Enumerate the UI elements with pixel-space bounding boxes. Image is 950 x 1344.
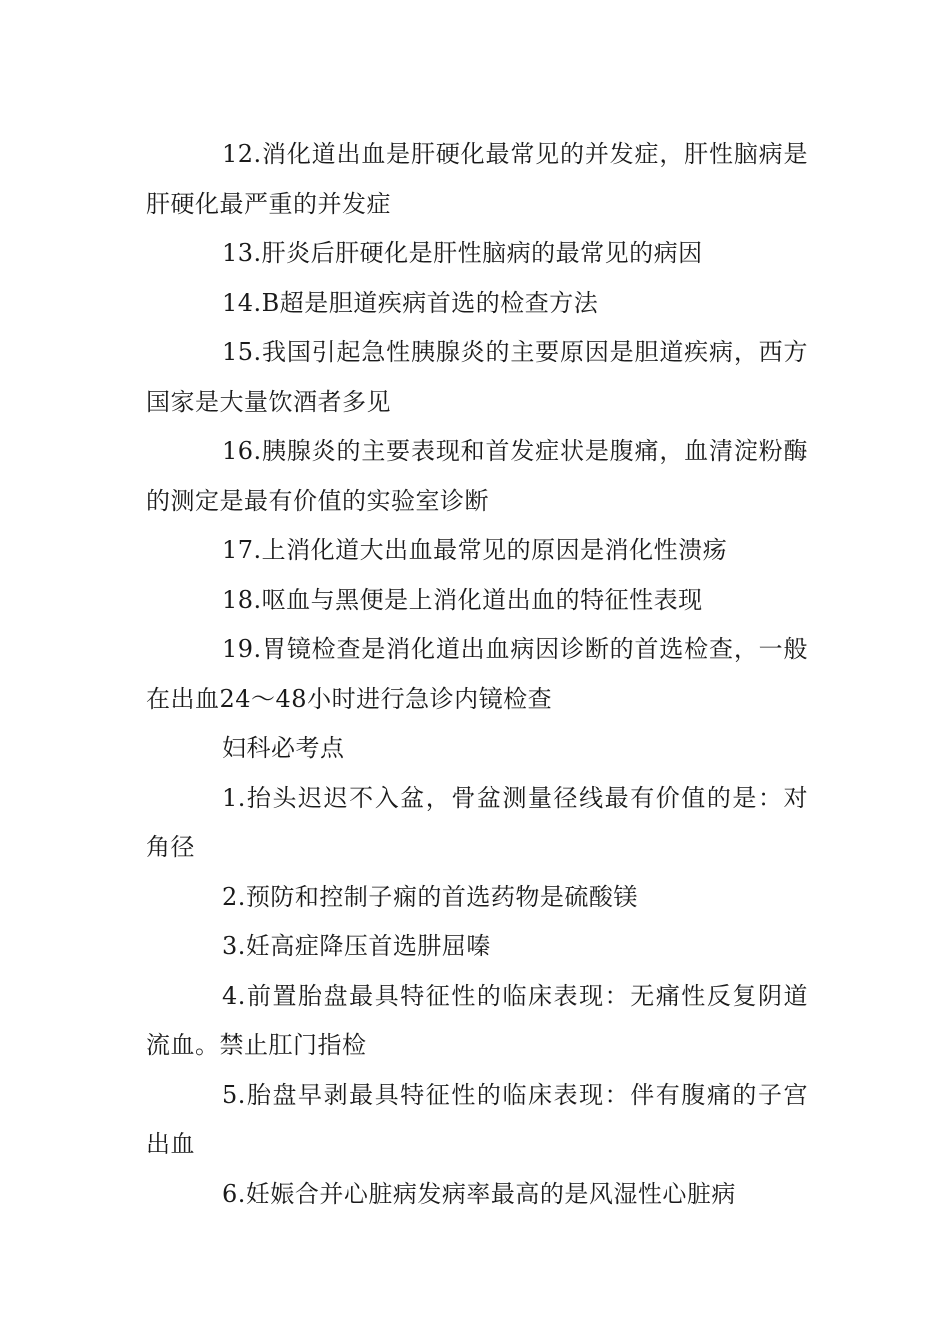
document-body [146,130,808,1219]
paragraph-17: 17.上消化道大出血最常见的原因是消化性溃疡 [222,536,728,564]
paragraph-gyn-2: 2.预防和控制子痫的首选药物是硫酸镁 [222,882,638,911]
paragraph-14: 14.B超是胆道疾病首选的检查方法 [222,288,599,317]
paragraph-gyn-4: 4.前置胎盘最具特征性的临床表现：无痛性反复阴道流血。禁止肛门指检 [146,981,808,1059]
paragraph-gyn-5: 5.胎盘早剥最具特征性的临床表现：伴有腹痛的子宫出血 [146,1080,808,1158]
paragraph-13: 13.肝炎后肝硬化是肝性脑病的最常见的病因 [222,239,703,267]
paragraph-gyn-1: 1.抬头迟迟不入盆，骨盆测量径线最有价值的是：对角径 [146,783,808,861]
section-heading-gynecology: 妇科必考点 [222,734,345,762]
paragraph-19: 19.胃镜检查是消化道出血病因诊断的首选检查，一般在出血24～48小时进行急诊内镜检查 [146,635,808,713]
paragraph-12: 12.消化道出血是肝硬化最常见的并发症，肝性脑病是肝硬化最严重的并发症 [146,140,808,218]
paragraph-gyn-3: 3.妊高症降压首选肼屈嗪 [222,932,491,960]
paragraph-15: 15.我国引起急性胰腺炎的主要原因是胆道疾病，西方国家是大量饮酒者多见 [146,338,808,416]
paragraph-18: 18.呕血与黑便是上消化道出血的特征性表现 [222,585,703,614]
paragraph-gyn-6: 6.妊娠合并心脏病发病率最高的是风湿性心脏病 [222,1179,736,1208]
paragraph-16: 16.胰腺炎的主要表现和首发症状是腹痛，血清淀粉酶的测定是最有价值的实验室诊断 [146,437,808,515]
